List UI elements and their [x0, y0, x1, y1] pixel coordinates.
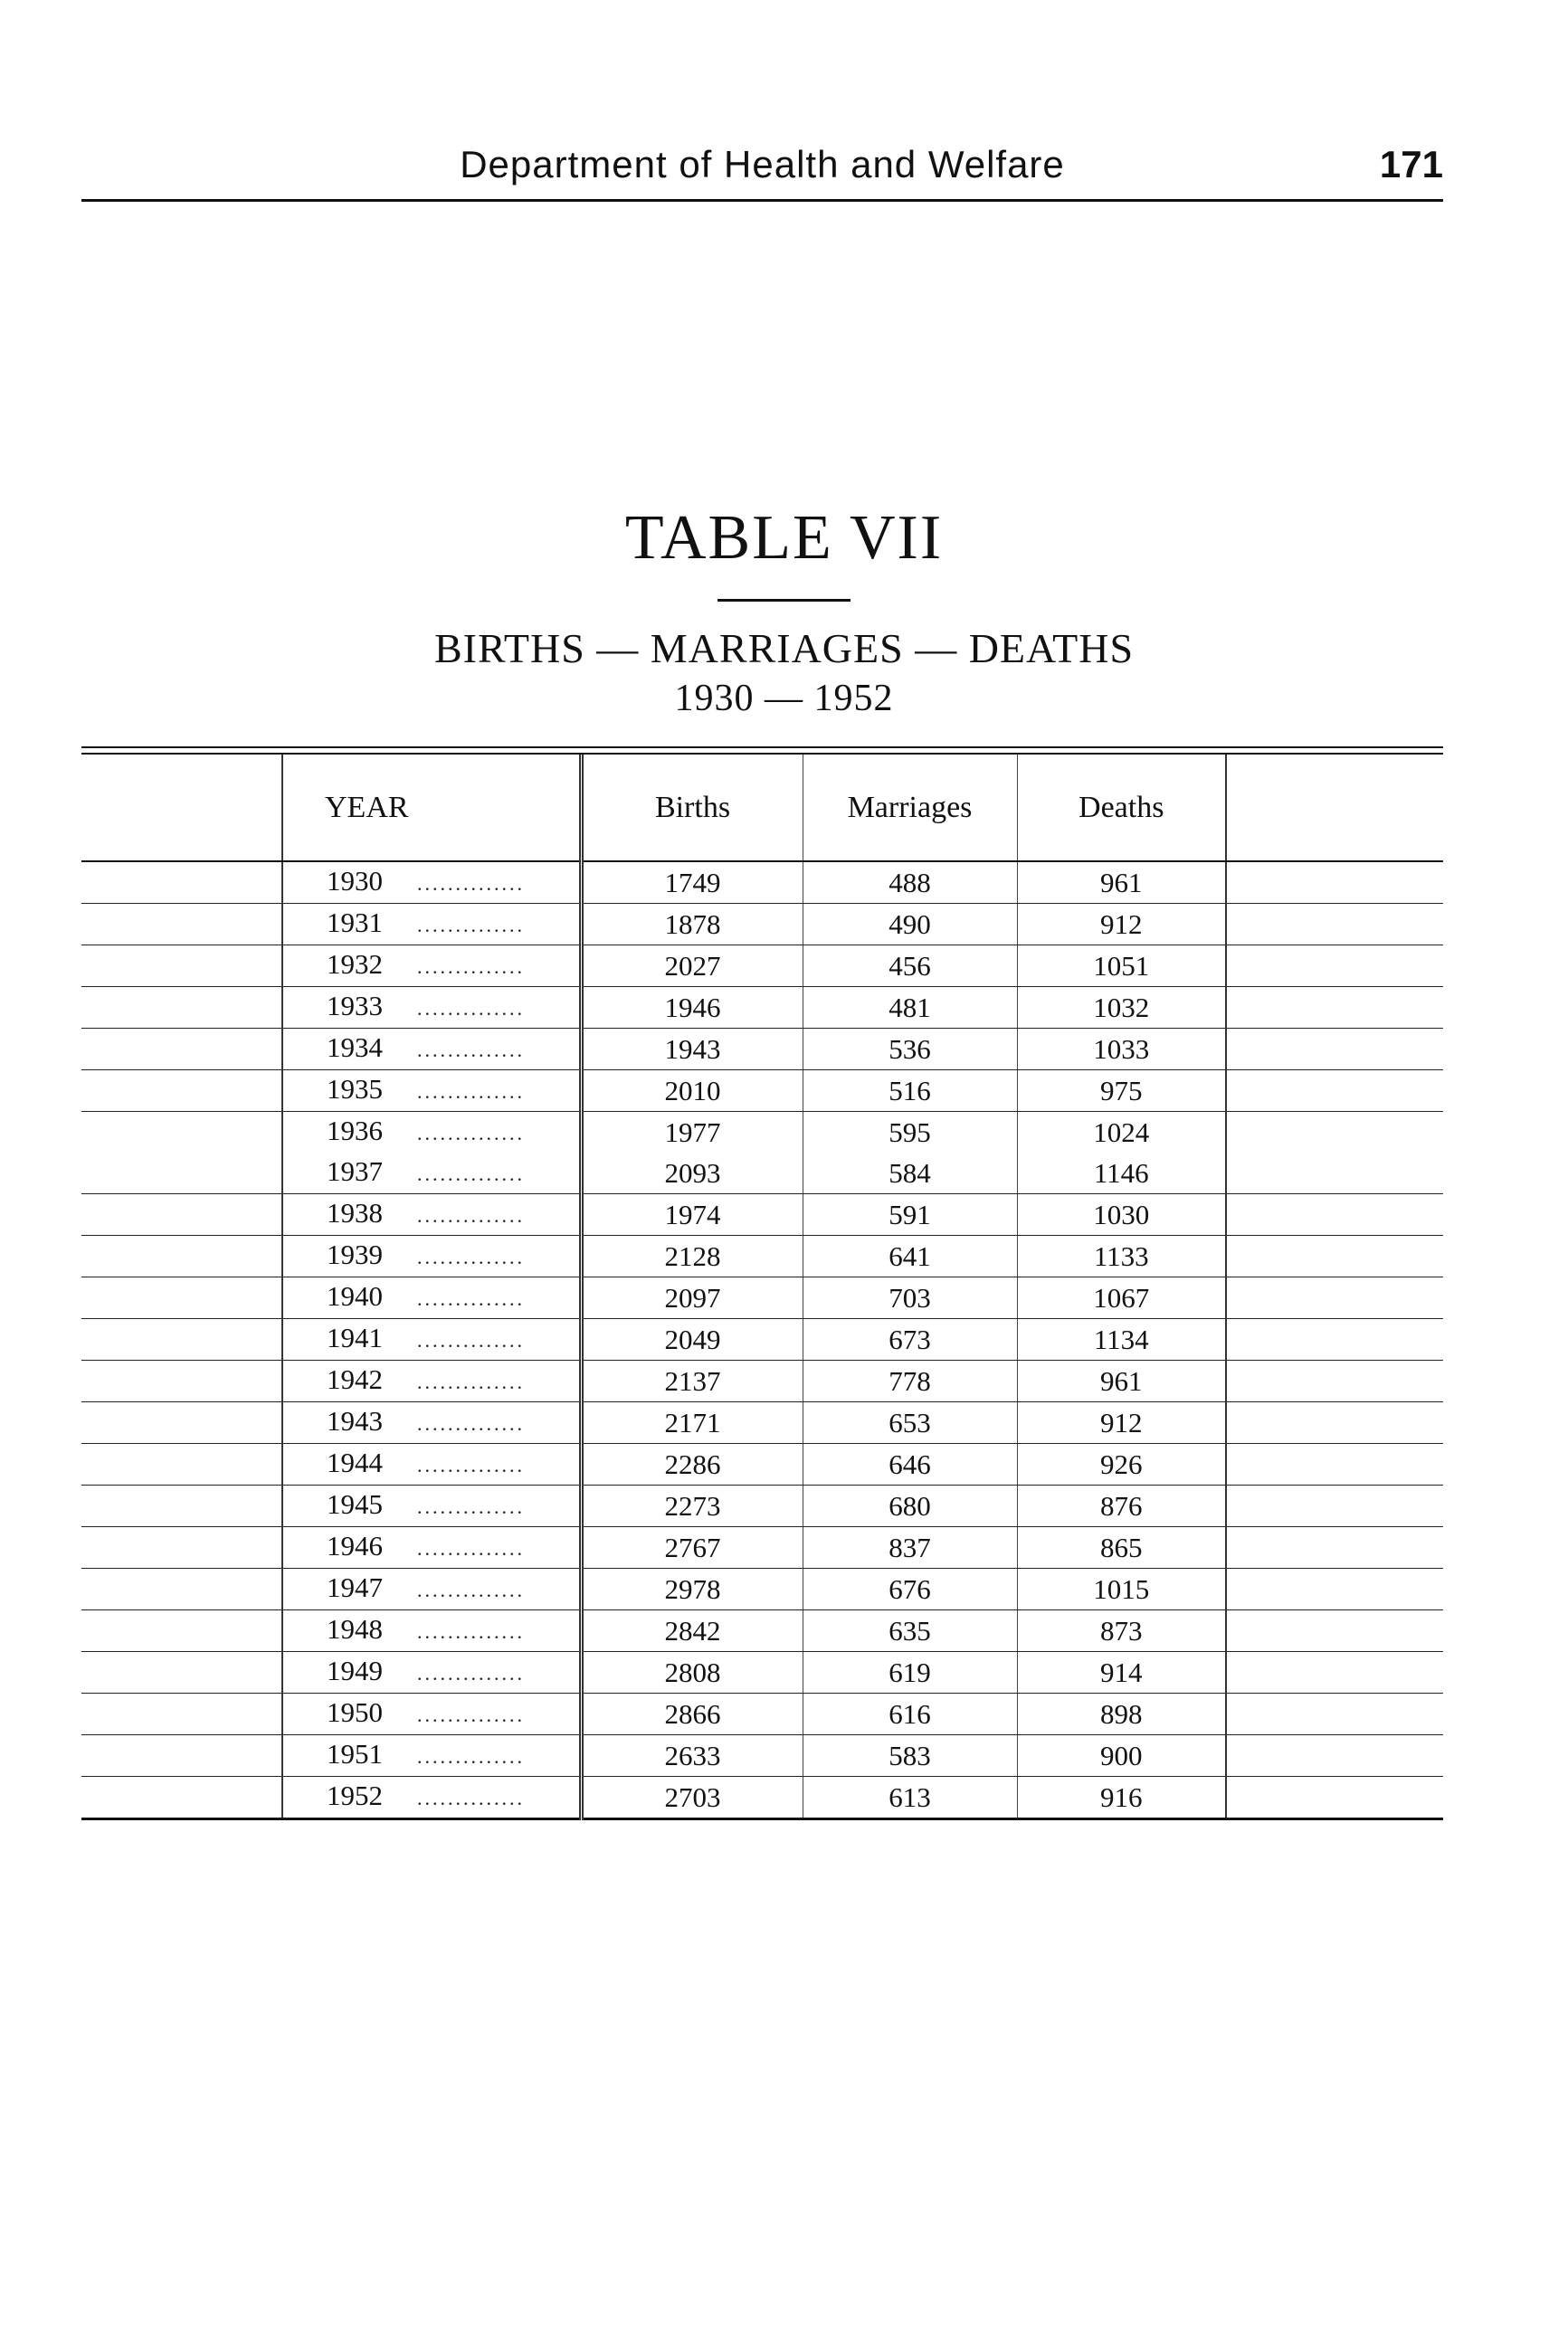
column-header-year: YEAR: [282, 755, 581, 861]
year-value: 1948: [327, 1613, 383, 1645]
births-cell: 2767: [581, 1527, 803, 1569]
row-end-cell: [1226, 1153, 1443, 1194]
deaths-cell: 898: [1017, 1694, 1226, 1735]
row-end-cell: [1226, 1070, 1443, 1112]
deaths-cell: 1146: [1017, 1153, 1226, 1194]
births-cell: 2808: [581, 1652, 803, 1694]
header-margin-cell: [81, 755, 282, 861]
deaths-cell: 961: [1017, 861, 1226, 904]
year-value: 1936: [327, 1115, 383, 1146]
births-cell: 2093: [581, 1153, 803, 1194]
deaths-cell: 865: [1017, 1527, 1226, 1569]
dot-leader: ..............: [417, 955, 525, 978]
year-cell: [282, 861, 581, 904]
row-end-cell: [1226, 1361, 1443, 1402]
table-row: [81, 1153, 1443, 1194]
births-cell: 2633: [581, 1735, 803, 1777]
marriages-cell: 591: [803, 1194, 1017, 1236]
marriages-cell: 641: [803, 1236, 1017, 1277]
table-row: [81, 987, 1443, 1029]
row-margin-cell: [81, 861, 282, 904]
table-row: [81, 1777, 1443, 1819]
table-row: [81, 1402, 1443, 1444]
year-value: 1941: [327, 1322, 383, 1353]
year-value: 1949: [327, 1655, 383, 1686]
row-margin-cell: [81, 1610, 282, 1652]
table-row: [81, 1029, 1443, 1070]
deaths-cell: 1024: [1017, 1112, 1226, 1154]
table-row: [81, 1277, 1443, 1319]
marriages-cell: 613: [803, 1777, 1017, 1819]
dot-leader: ..............: [417, 1246, 525, 1268]
row-margin-cell: [81, 1735, 282, 1777]
marriages-cell: 673: [803, 1319, 1017, 1361]
table-row: [81, 1112, 1443, 1154]
row-margin-cell: [81, 987, 282, 1029]
deaths-cell: 1134: [1017, 1319, 1226, 1361]
deaths-cell: 914: [1017, 1652, 1226, 1694]
column-header-births: Births: [581, 755, 803, 861]
row-end-cell: [1226, 861, 1443, 904]
marriages-cell: 646: [803, 1444, 1017, 1486]
table-row: [81, 1236, 1443, 1277]
year-cell: [282, 1319, 581, 1361]
year-value: 1946: [327, 1530, 383, 1562]
row-margin-cell: [81, 1319, 282, 1361]
year-cell: [282, 1777, 581, 1819]
row-end-cell: [1226, 987, 1443, 1029]
dot-leader: ..............: [417, 1080, 525, 1103]
births-cell: 1878: [581, 904, 803, 945]
dot-leader: ..............: [417, 1204, 525, 1227]
births-cell: 1749: [581, 861, 803, 904]
years-span: 1930 — 1952: [674, 678, 894, 719]
births-cell: 2049: [581, 1319, 803, 1361]
row-margin-cell: [81, 1194, 282, 1236]
marriages-cell: 676: [803, 1569, 1017, 1610]
marriages-cell: 703: [803, 1277, 1017, 1319]
year-value: 1932: [327, 948, 383, 980]
deaths-cell: 916: [1017, 1777, 1226, 1819]
dot-leader: ..............: [417, 1495, 525, 1518]
deaths-cell: 873: [1017, 1610, 1226, 1652]
data-table-wrapper: [81, 746, 1443, 1820]
year-value: 1944: [327, 1447, 383, 1478]
births-cell: 2866: [581, 1694, 803, 1735]
births-cell: 2097: [581, 1277, 803, 1319]
row-end-cell: [1226, 1777, 1443, 1819]
deaths-cell: 975: [1017, 1070, 1226, 1112]
table-row: [81, 1527, 1443, 1569]
page-number: 171: [1379, 143, 1443, 185]
marriages-cell: 481: [803, 987, 1017, 1029]
births-cell: 2703: [581, 1777, 803, 1819]
row-end-cell: [1226, 1569, 1443, 1610]
row-margin-cell: [81, 1277, 282, 1319]
year-cell: [282, 1569, 581, 1610]
births-marriages-deaths-table: [81, 755, 1443, 1820]
births-cell: 2171: [581, 1402, 803, 1444]
marriages-cell: 536: [803, 1029, 1017, 1070]
row-margin-cell: [81, 1112, 282, 1154]
deaths-cell: 1015: [1017, 1569, 1226, 1610]
dot-leader: ..............: [417, 1620, 525, 1643]
row-margin-cell: [81, 1153, 282, 1194]
dot-leader: ..............: [417, 1662, 525, 1685]
year-cell: [282, 1112, 581, 1154]
row-margin-cell: [81, 1236, 282, 1277]
row-end-cell: [1226, 1277, 1443, 1319]
table-subtitle: BIRTHS — MARRIAGES — DEATHS: [433, 625, 1135, 671]
year-value: 1943: [327, 1405, 383, 1437]
births-cell: 2842: [581, 1610, 803, 1652]
dot-leader: ..............: [417, 1371, 525, 1393]
year-cell: [282, 987, 581, 1029]
deaths-cell: 900: [1017, 1735, 1226, 1777]
births-cell: 1943: [581, 1029, 803, 1070]
dot-leader: ..............: [417, 1787, 525, 1809]
deaths-cell: 1133: [1017, 1236, 1226, 1277]
deaths-cell: 926: [1017, 1444, 1226, 1486]
row-margin-cell: [81, 1402, 282, 1444]
dot-leader: ..............: [417, 997, 525, 1020]
marriages-cell: 680: [803, 1486, 1017, 1527]
marriages-cell: 490: [803, 904, 1017, 945]
marriages-cell: 584: [803, 1153, 1017, 1194]
dot-leader: ..............: [417, 872, 525, 895]
row-end-cell: [1226, 1236, 1443, 1277]
year-cell: [282, 1402, 581, 1444]
year-value: 1952: [327, 1780, 383, 1811]
year-cell: [282, 1029, 581, 1070]
deaths-cell: 912: [1017, 904, 1226, 945]
row-margin-cell: [81, 1029, 282, 1070]
dot-leader: ..............: [417, 1329, 525, 1352]
year-value: 1935: [327, 1073, 383, 1105]
running-title: Department of Health and Welfare: [460, 143, 1065, 185]
year-value: 1950: [327, 1696, 383, 1728]
marriages-cell: 616: [803, 1694, 1017, 1735]
year-cell: [282, 1694, 581, 1735]
marriages-cell: 488: [803, 861, 1017, 904]
row-margin-cell: [81, 1652, 282, 1694]
births-cell: 2137: [581, 1361, 803, 1402]
marriages-cell: 516: [803, 1070, 1017, 1112]
marriages-cell: 635: [803, 1610, 1017, 1652]
births-cell: 2010: [581, 1070, 803, 1112]
table-row: [81, 1194, 1443, 1236]
year-value: 1942: [327, 1363, 383, 1395]
year-cell: [282, 1070, 581, 1112]
row-end-cell: [1226, 1319, 1443, 1361]
table-row: [81, 861, 1443, 904]
column-header-deaths: Deaths: [1017, 755, 1226, 861]
year-cell: [282, 1194, 581, 1236]
year-cell: [282, 1361, 581, 1402]
marriages-cell: 595: [803, 1112, 1017, 1154]
births-cell: 1974: [581, 1194, 803, 1236]
table-row: [81, 1610, 1443, 1652]
row-margin-cell: [81, 1569, 282, 1610]
dot-leader: ..............: [417, 1412, 525, 1435]
row-end-cell: [1226, 1694, 1443, 1735]
deaths-cell: 961: [1017, 1361, 1226, 1402]
row-end-cell: [1226, 1029, 1443, 1070]
table-title: TABLE VII: [624, 503, 944, 573]
row-margin-cell: [81, 1361, 282, 1402]
table-row: [81, 1070, 1443, 1112]
row-end-cell: [1226, 1735, 1443, 1777]
year-cell: [282, 1610, 581, 1652]
dot-leader: ..............: [417, 1745, 525, 1768]
births-cell: 1946: [581, 987, 803, 1029]
header-end-cell: [1226, 755, 1443, 861]
year-cell: [282, 1153, 581, 1194]
births-cell: 2027: [581, 945, 803, 987]
table-row: [81, 904, 1443, 945]
dot-leader: ..............: [417, 1163, 525, 1185]
row-margin-cell: [81, 1694, 282, 1735]
table-row: [81, 945, 1443, 987]
row-end-cell: [1226, 1444, 1443, 1486]
row-end-cell: [1226, 1486, 1443, 1527]
table-row: [81, 1486, 1443, 1527]
column-header-marriages: Marriages: [803, 755, 1017, 861]
year-cell: [282, 1735, 581, 1777]
row-end-cell: [1226, 1652, 1443, 1694]
year-value: 1951: [327, 1738, 383, 1770]
year-cell: [282, 1277, 581, 1319]
row-margin-cell: [81, 1444, 282, 1486]
table-top-rule: [81, 746, 1443, 748]
row-margin-cell: [81, 1527, 282, 1569]
dot-leader: ..............: [417, 1537, 525, 1560]
deaths-cell: 1067: [1017, 1277, 1226, 1319]
marriages-cell: 619: [803, 1652, 1017, 1694]
year-value: 1934: [327, 1031, 383, 1063]
row-end-cell: [1226, 904, 1443, 945]
year-value: 1931: [327, 907, 383, 938]
table-header-row: [81, 755, 1443, 861]
year-value: 1930: [327, 865, 383, 897]
year-cell: [282, 945, 581, 987]
table-body: [81, 861, 1443, 1819]
deaths-cell: 912: [1017, 1402, 1226, 1444]
table-row: [81, 1694, 1443, 1735]
year-value: 1938: [327, 1197, 383, 1229]
deaths-cell: 1030: [1017, 1194, 1226, 1236]
dot-leader: ..............: [417, 1122, 525, 1144]
births-cell: 2286: [581, 1444, 803, 1486]
births-cell: 2978: [581, 1569, 803, 1610]
year-cell: [282, 1652, 581, 1694]
year-value: 1937: [327, 1155, 383, 1187]
title-rule: [717, 599, 851, 602]
row-end-cell: [1226, 1610, 1443, 1652]
marriages-cell: 456: [803, 945, 1017, 987]
deaths-cell: 1032: [1017, 987, 1226, 1029]
table-row: [81, 1444, 1443, 1486]
deaths-cell: 876: [1017, 1486, 1226, 1527]
row-end-cell: [1226, 1527, 1443, 1569]
dot-leader: ..............: [417, 914, 525, 936]
table-row: [81, 1569, 1443, 1610]
dot-leader: ..............: [417, 1039, 525, 1061]
dot-leader: ..............: [417, 1579, 525, 1601]
row-margin-cell: [81, 945, 282, 987]
table-row: [81, 1319, 1443, 1361]
marriages-cell: 583: [803, 1735, 1017, 1777]
marriages-cell: 837: [803, 1527, 1017, 1569]
year-value: 1945: [327, 1488, 383, 1520]
year-value: 1947: [327, 1571, 383, 1603]
dot-leader: ..............: [417, 1704, 525, 1726]
row-margin-cell: [81, 1777, 282, 1819]
year-cell: [282, 1486, 581, 1527]
table-row: [81, 1361, 1443, 1402]
year-cell: [282, 904, 581, 945]
births-cell: 2128: [581, 1236, 803, 1277]
marriages-cell: 653: [803, 1402, 1017, 1444]
year-value: 1939: [327, 1239, 383, 1270]
row-end-cell: [1226, 1402, 1443, 1444]
dot-leader: ..............: [417, 1454, 525, 1476]
row-margin-cell: [81, 904, 282, 945]
row-margin-cell: [81, 1486, 282, 1527]
births-cell: 1977: [581, 1112, 803, 1154]
row-end-cell: [1226, 945, 1443, 987]
year-cell: [282, 1444, 581, 1486]
row-margin-cell: [81, 1070, 282, 1112]
running-header: [81, 136, 1443, 202]
deaths-cell: 1051: [1017, 945, 1226, 987]
year-value: 1933: [327, 990, 383, 1021]
births-cell: 2273: [581, 1486, 803, 1527]
year-value: 1940: [327, 1280, 383, 1312]
row-end-cell: [1226, 1112, 1443, 1154]
year-cell: [282, 1527, 581, 1569]
deaths-cell: 1033: [1017, 1029, 1226, 1070]
row-end-cell: [1226, 1194, 1443, 1236]
table-row: [81, 1735, 1443, 1777]
year-cell: [282, 1236, 581, 1277]
dot-leader: ..............: [417, 1287, 525, 1310]
table-row: [81, 1652, 1443, 1694]
marriages-cell: 778: [803, 1361, 1017, 1402]
